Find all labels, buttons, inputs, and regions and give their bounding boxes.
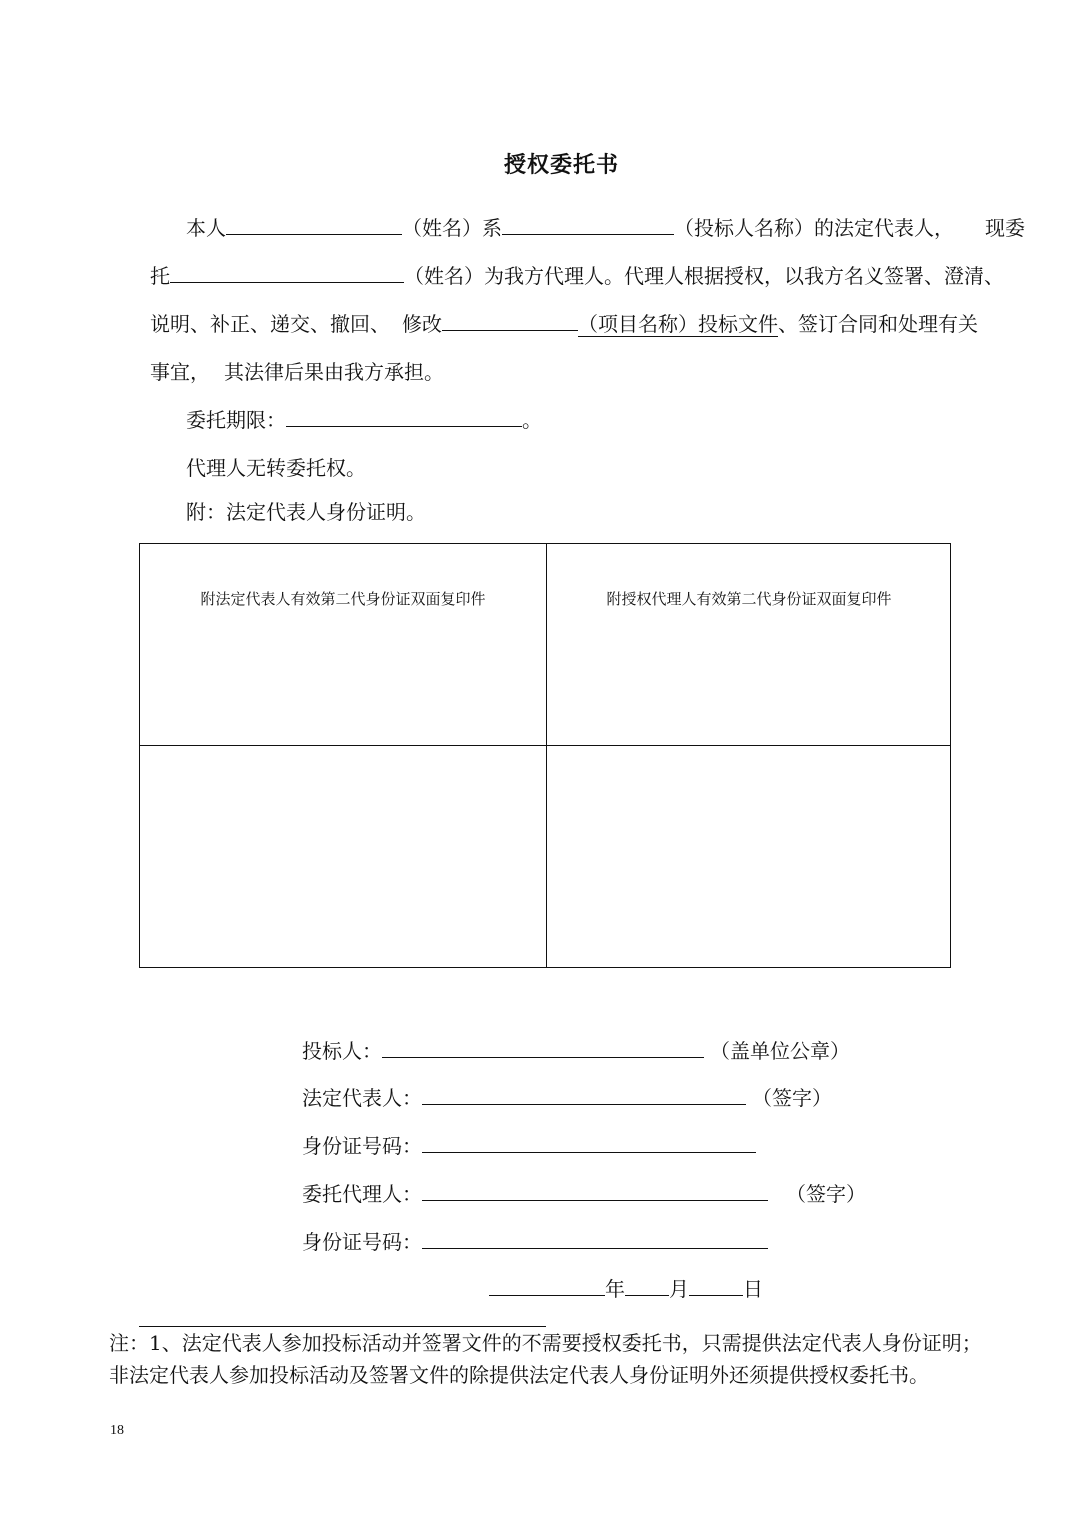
table-header-legal-rep-id: 附法定代表人有效第二代身份证双面复印件 xyxy=(200,590,486,608)
bidder-blank[interactable] xyxy=(382,1039,704,1058)
agent-label: 委托代理人： xyxy=(302,1182,422,1206)
text-modify: 修改 xyxy=(402,312,442,336)
id-number-label-2: 身份证号码： xyxy=(302,1230,422,1254)
legal-rep-blank[interactable] xyxy=(422,1086,746,1105)
text-ben-ren: 本人 xyxy=(186,216,226,240)
text-xian-wei: 现委 xyxy=(985,216,1025,240)
month-blank[interactable] xyxy=(625,1277,669,1296)
para-line-4 xyxy=(150,360,444,384)
agent-blank[interactable] xyxy=(422,1182,768,1201)
legal-rep-id-copy-area[interactable] xyxy=(140,544,546,745)
id-number-blank-2[interactable] xyxy=(422,1230,768,1249)
day-label: 日 xyxy=(743,1277,763,1301)
term-end: 。 xyxy=(522,408,542,432)
attachment-note: 附：法定代表人身份证明。 xyxy=(186,500,426,524)
text-explain: 说明、补正、递交、撤回、 xyxy=(150,312,390,336)
text-agent-auth: （姓名）为我方代理人。代理人根据授权，以我方名义签署、澄清、 xyxy=(404,264,1004,288)
text-project-doc: （项目名称）投标文件 xyxy=(578,312,778,336)
day-blank[interactable] xyxy=(689,1277,743,1296)
text-matters: 事宜， xyxy=(150,360,210,384)
sign-bidder-line xyxy=(302,1039,850,1063)
year-blank[interactable] xyxy=(489,1277,605,1296)
agent-id-copy-area[interactable] xyxy=(547,544,951,745)
para-line-1 xyxy=(186,216,954,240)
term-line xyxy=(186,408,542,432)
page-number: 18 xyxy=(110,1423,124,1438)
term-blank[interactable] xyxy=(286,408,522,427)
sign-id2-line xyxy=(302,1230,768,1254)
text-tuo: 托 xyxy=(150,264,170,288)
no-sub-delegation: 代理人无转委托权。 xyxy=(186,456,366,480)
id-copy-table xyxy=(139,543,951,968)
id-number-blank-1[interactable] xyxy=(422,1134,756,1153)
project-name-blank[interactable] xyxy=(442,312,578,331)
text-sign-contract: 、签订合同和处理有关 xyxy=(778,312,978,336)
name-blank[interactable] xyxy=(226,216,402,235)
legal-rep-sign-note: （签字） xyxy=(752,1086,832,1110)
text-bidder-rep: （投标人名称）的法定代表人， xyxy=(674,216,954,240)
text-legal-consequence: 其法律后果由我方承担。 xyxy=(224,360,444,384)
legal-rep-label: 法定代表人： xyxy=(302,1086,422,1110)
table-header-agent-id: 附授权代理人有效第二代身份证双面复印件 xyxy=(606,590,892,608)
sign-agent-line xyxy=(302,1182,866,1206)
agent-name-blank[interactable] xyxy=(170,264,404,283)
footnote-line-2: 非法定代表人参加投标活动及签署文件的除提供法定代表人身份证明外还须提供授权委托书。 xyxy=(109,1363,929,1387)
sign-legal-line xyxy=(302,1086,832,1110)
bidder-seal-note: （盖单位公章） xyxy=(710,1039,850,1063)
para-line-3 xyxy=(150,312,978,336)
agent-id-back-area[interactable] xyxy=(547,746,951,967)
term-label: 委托期限： xyxy=(186,408,286,432)
text-name-xi: （姓名）系 xyxy=(402,216,502,240)
month-label: 月 xyxy=(669,1277,689,1301)
bidder-label: 投标人： xyxy=(302,1039,382,1063)
agent-sign-note: （签字） xyxy=(786,1182,866,1206)
footnote-line-1: 注：1、法定代表人参加投标活动并签署文件的不需要授权委托书，只需提供法定代表人身份证明； xyxy=(109,1331,982,1355)
document-title: 授权委托书 xyxy=(504,153,620,178)
para-line-2 xyxy=(150,264,1004,288)
legal-rep-id-back-area[interactable] xyxy=(140,746,546,967)
id-number-label-1: 身份证号码： xyxy=(302,1134,422,1158)
sign-id1-line xyxy=(302,1134,756,1158)
year-label: 年 xyxy=(605,1277,625,1301)
footnote-separator xyxy=(139,1326,546,1327)
bidder-name-blank[interactable] xyxy=(502,216,674,235)
date-line xyxy=(489,1277,763,1301)
